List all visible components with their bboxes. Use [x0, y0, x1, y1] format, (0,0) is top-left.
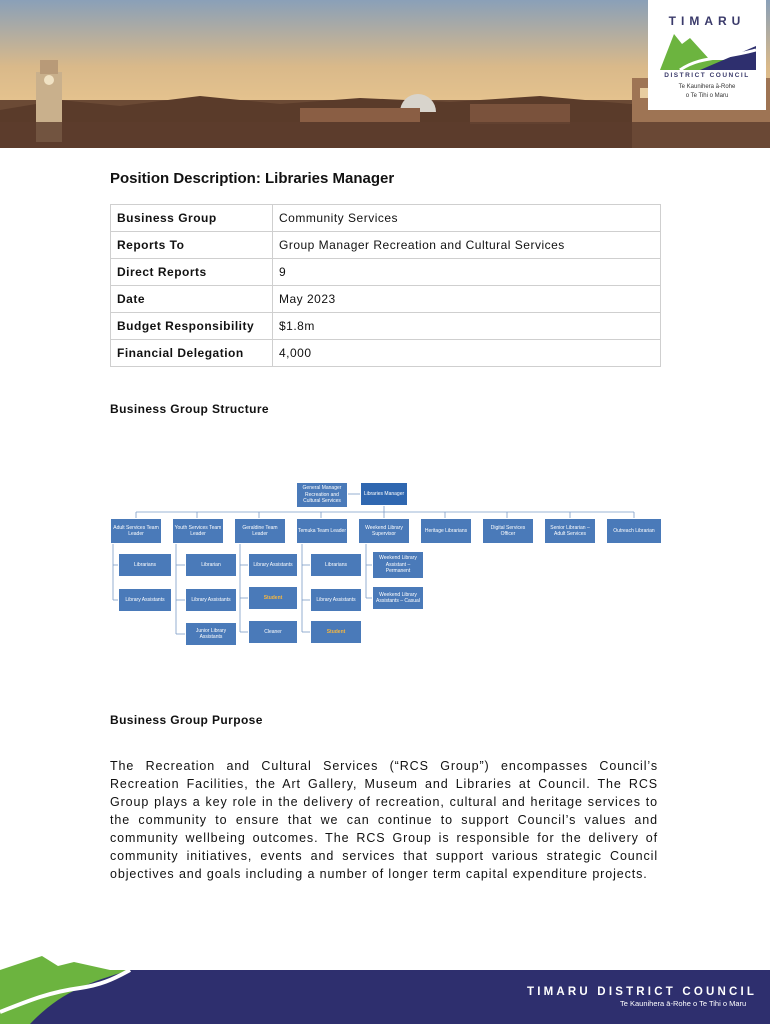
table-row [111, 313, 661, 340]
org-adult-staff: Librarians [118, 553, 172, 577]
org-chart [0, 470, 770, 670]
table-row [111, 259, 661, 286]
org-temuka-staff: Librarians [310, 553, 362, 577]
logo-maori-line2: o Te Tihi o Maru [685, 93, 729, 99]
purpose-paragraph: The Recreation and Cultural Services (“RCS Group”) encompasses Council’s Recreation Facilities, the Art Gallery, Museum and Libraries at Council. The RCS Group plays a key role in the delivery of recreation, cultural and heritage services to the community to ensure that we can continue to support Council’s values and community wellbeing outcomes. The RCS Group is responsible for the delivery of community initiatives, events and services that support various strategic Council objectives and goals including a number of longer term capital expenditure projects. [110, 759, 658, 881]
org-youth-staff: Librarian [185, 553, 237, 577]
logo-mountain-icon [660, 30, 756, 70]
detail-label: Direct Reports [111, 259, 273, 286]
org-geraldine-staff: Student [248, 586, 298, 610]
logo-maori-line1: Te Kaunihera ā-Rohe [678, 84, 736, 90]
detail-value: 9 [273, 259, 661, 286]
org-geraldine-staff: Cleaner [248, 620, 298, 644]
page-title: Position Description: Libraries Manager [110, 170, 395, 187]
detail-label: Budget Responsibility [111, 313, 273, 340]
org-report: Heritage Librarians [420, 518, 472, 544]
org-report: Digital Services Officer [482, 518, 534, 544]
detail-label: Reports To [111, 232, 273, 259]
footer-subtitle: Te Kaunihera ā-Rohe o Te Tihi o Maru [620, 999, 747, 1008]
org-report: Weekend Library Supervisor [358, 518, 410, 544]
footer-title: TIMARU DISTRICT COUNCIL [527, 986, 758, 998]
detail-value: Community Services [273, 205, 661, 232]
table-row [111, 232, 661, 259]
org-report: Outreach Librarian [606, 518, 662, 544]
org-report: Senior Librarian – Adult Services [544, 518, 596, 544]
org-report: Temuka Team Leader [296, 518, 348, 544]
table-row [111, 286, 661, 313]
org-weekend-staff: Weekend Library Assistants – Casual [372, 586, 424, 610]
structure-heading: Business Group Structure [110, 402, 269, 416]
detail-value: 4,000 [273, 340, 661, 367]
logo-council: DISTRICT COUNCIL [664, 72, 750, 79]
council-logo [648, 0, 766, 110]
org-temuka-staff: Library Assistants [310, 588, 362, 612]
org-youth-staff: Junior Library Assistants [185, 622, 237, 646]
detail-value: May 2023 [273, 286, 661, 313]
org-geraldine-staff: Library Assistants [248, 553, 298, 577]
table-row [111, 205, 661, 232]
org-adult-staff: Library Assistants [118, 588, 172, 612]
detail-value: Group Manager Recreation and Cultural Services [273, 232, 661, 259]
table-row [111, 340, 661, 367]
details-table [110, 204, 661, 367]
purpose-heading: Business Group Purpose [110, 713, 263, 727]
org-report: Youth Services Team Leader [172, 518, 224, 544]
org-report: Adult Services Team Leader [110, 518, 162, 544]
detail-label: Date [111, 286, 273, 313]
logo-title: TIMARU [668, 14, 746, 28]
detail-value: $1.8m [273, 313, 661, 340]
org-youth-staff: Library Assistants [185, 588, 237, 612]
detail-label: Financial Delegation [111, 340, 273, 367]
detail-label: Business Group [111, 205, 273, 232]
org-weekend-staff: Weekend Library Assistant – Permanent [372, 551, 424, 579]
org-temuka-staff: Student [310, 620, 362, 644]
org-report: Geraldine Team Leader [234, 518, 286, 544]
org-libraries-manager: Libraries Manager [360, 482, 408, 506]
org-general-manager: General Manager Recreation and Cultural Services [296, 482, 348, 508]
